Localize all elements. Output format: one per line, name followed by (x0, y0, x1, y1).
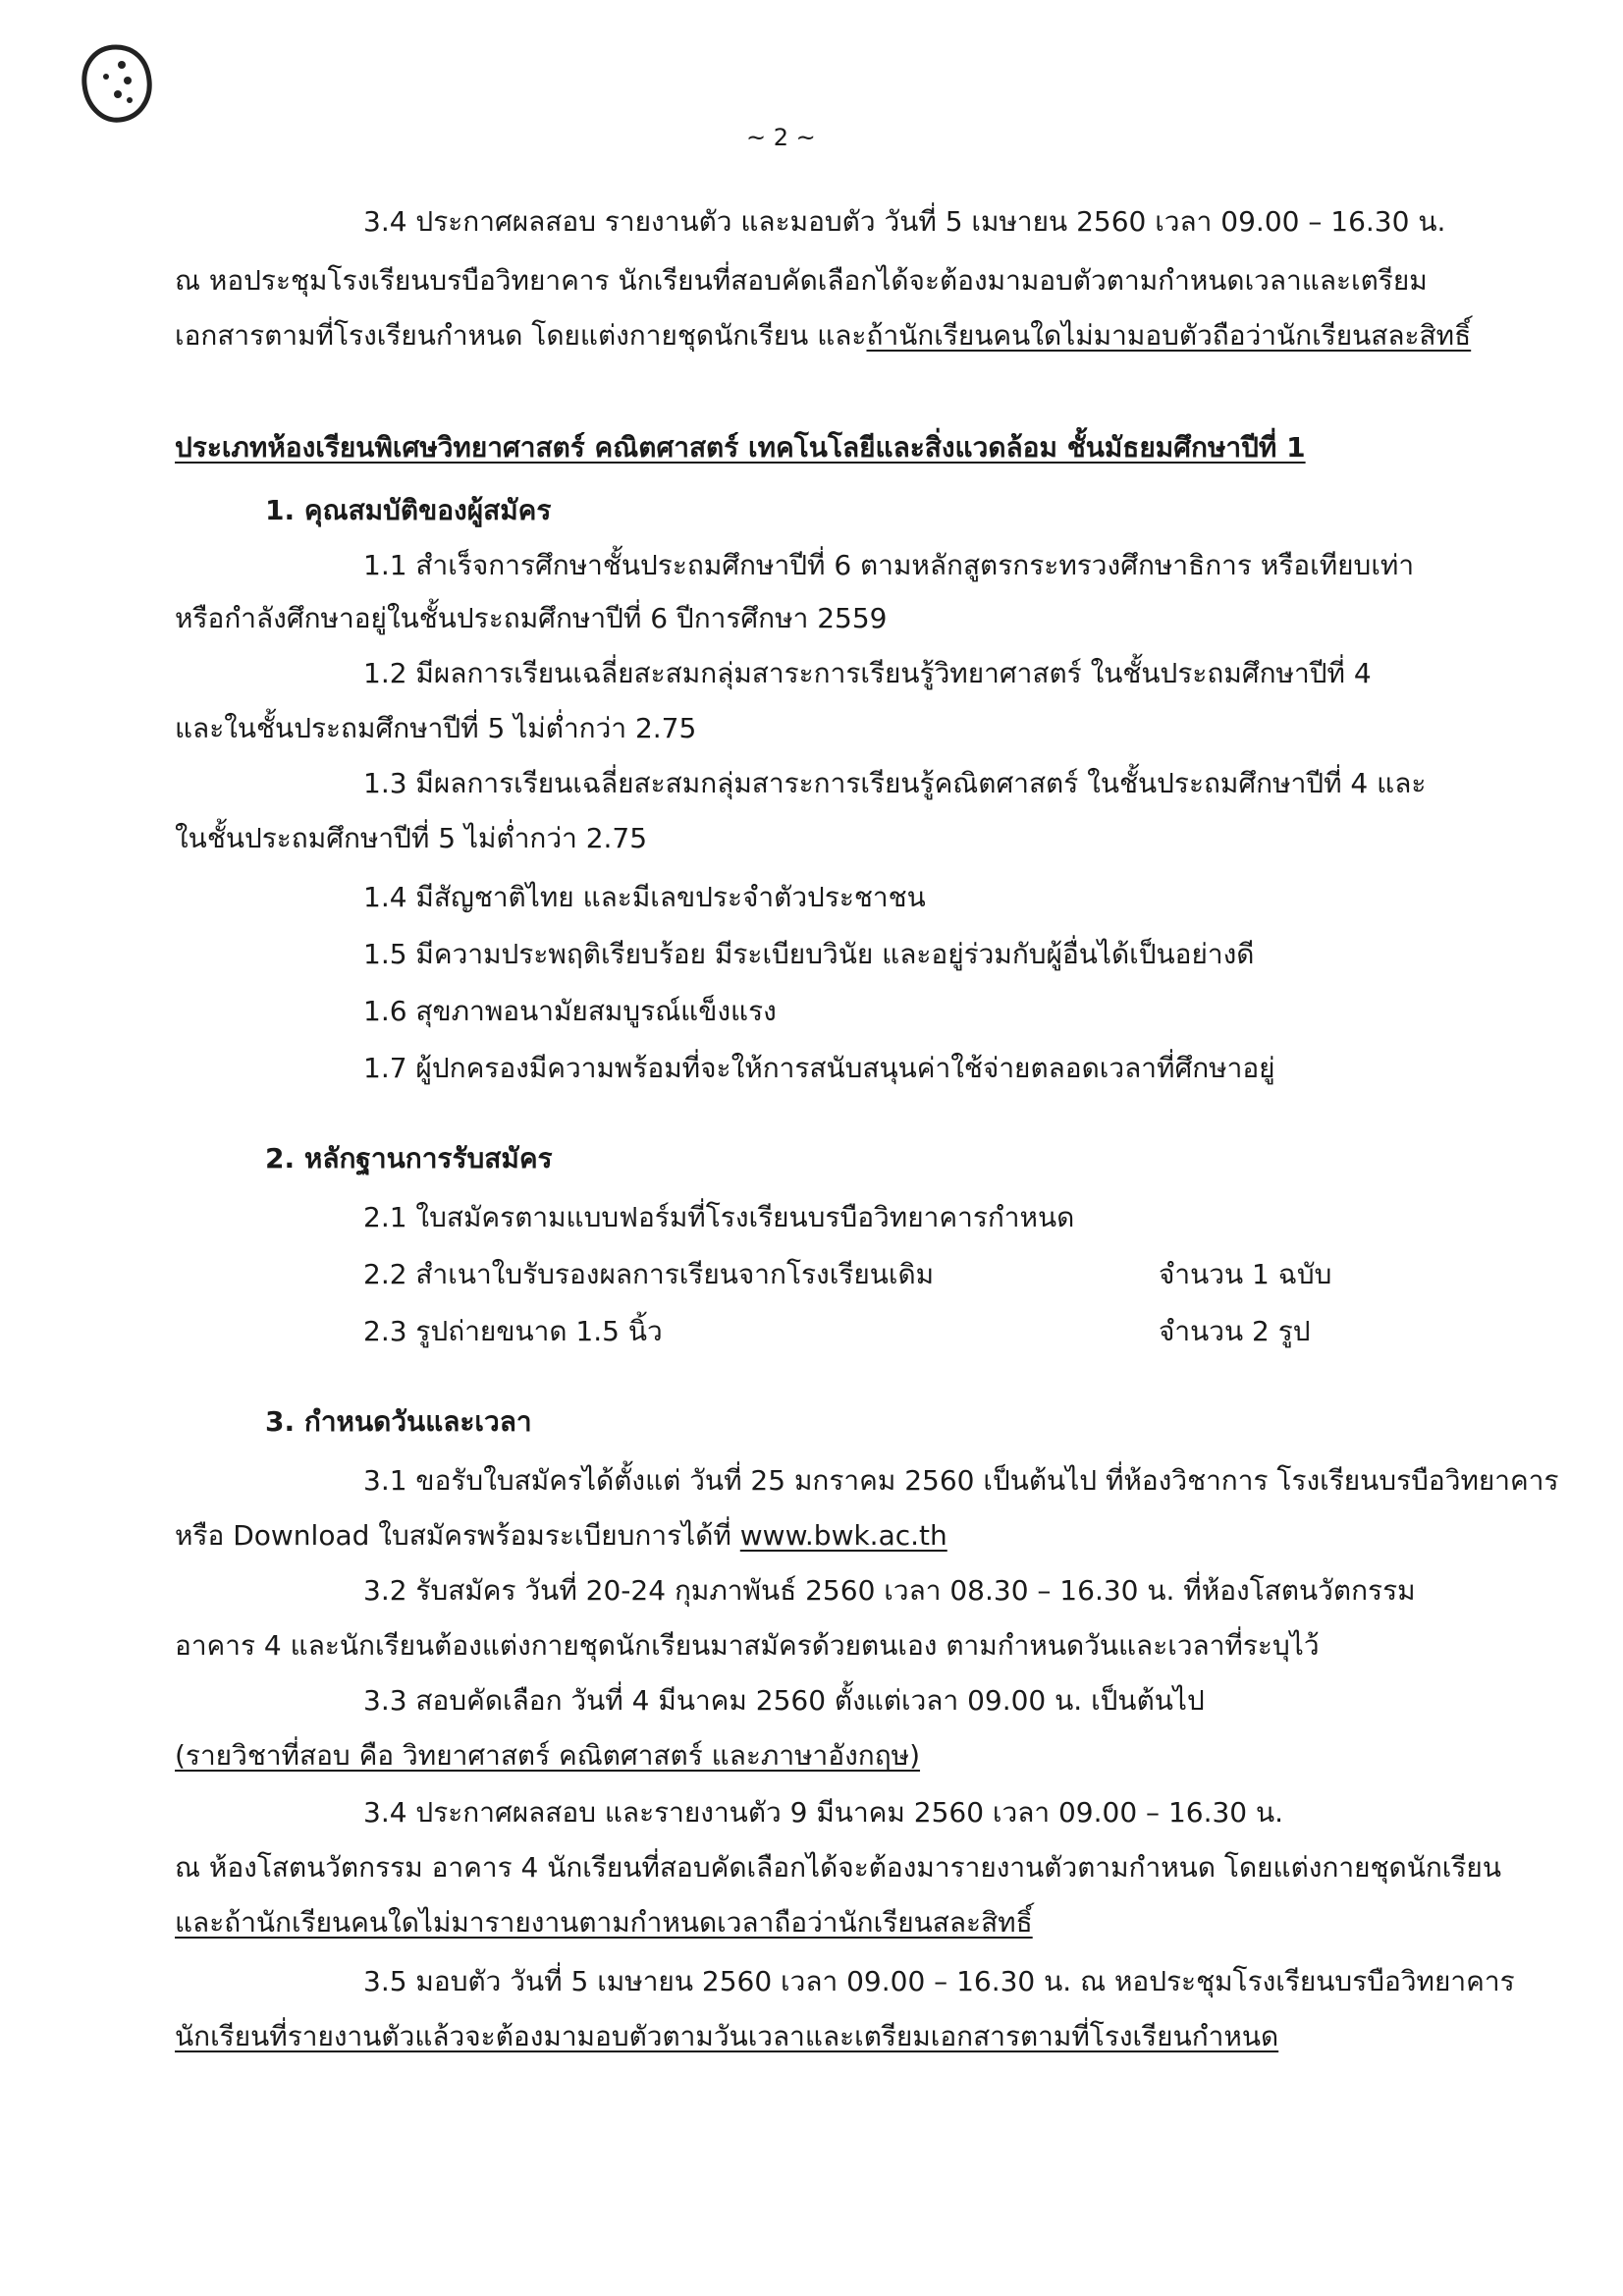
list-item: 1.7 ผู้ปกครองมีความพร้อมที่จะให้การสนับสนุนค่าใช้จ่ายตลอดเวลาที่ศึกษาอยู่ (363, 1052, 1275, 1084)
list-item: 1.4 มีสัญชาติไทย และมีเลขประจำตัวประชาชน (363, 881, 926, 913)
list-item: 1.1 สำเร็จการศึกษาชั้นประถมศึกษาปีที่ 6 ตามหลักสูตรกระทรวงศึกษาธิการ หรือเทียบเท่า (363, 549, 1415, 581)
list-item-cont: ในชั้นประถมศึกษาปีที่ 5 ไม่ต่ำกว่า 2.75 (175, 822, 648, 854)
subsection-title: 2. หลักฐานการรับสมัคร (265, 1142, 553, 1175)
list-item: 3.4 ประกาศผลสอบ และรายงานตัว 9 มีนาคม 2560 เวลา 09.00 – 16.30 น. (363, 1796, 1284, 1829)
list-item: 2.2 สำเนาใบรับรองผลการเรียนจากโรงเรียนเดิม (363, 1258, 935, 1290)
subsection-title: 3. กำหนดวันและเวลา (265, 1405, 532, 1438)
list-item: 1.3 มีผลการเรียนเฉลี่ยสะสมกลุ่มสาระการเรียนรู้คณิตศาสตร์ ในชั้นประถมศึกษาปีที่ 4 และ (363, 767, 1427, 799)
paragraph-text: เอกสารตามที่โรงเรียนกำหนด โดยแต่งกายชุดนักเรียน และ (175, 319, 867, 352)
list-item-cont: ณ ห้องโสตนวัตกรรม อาคาร 4 นักเรียนที่สอบคัดเลือกได้จะต้องมารายงานตัวตามกำหนด โดยแต่งกายชุดนักเรียน (175, 1851, 1501, 1884)
list-item-cont (175, 1516, 947, 1556)
enrollment-note: นักเรียนที่รายงานตัวแล้วจะต้องมามอบตัวตามวันเวลาและเตรียมเอกสารตามที่โรงเรียนกำหนด (175, 2020, 1279, 2052)
section-heading: ประเภทห้องเรียนพิเศษวิทยาศาสตร์ คณิตศาสตร์ เทคโนโลยีและสิ่งแวดล้อม ชั้นมัธยมศึกษาปีที่ 1 (175, 431, 1306, 464)
page-number: ~ 2 ~ (746, 124, 816, 151)
list-item: 1.6 สุขภาพอนามัยสมบูรณ์แข็งแรง (363, 995, 777, 1027)
list-item-cont: และในชั้นประถมศึกษาปีที่ 5 ไม่ต่ำกว่า 2.75 (175, 712, 697, 744)
list-item: 2.1 ใบสมัครตามแบบฟอร์มที่โรงเรียนบรบือวิทยาคารกำหนด (363, 1201, 1075, 1233)
list-item: 3.2 รับสมัคร วันที่ 20-24 กุมภาพันธ์ 2560 เวลา 08.30 – 16.30 น. ที่ห้องโสตนวัตกรรม (363, 1574, 1416, 1607)
forfeit-note: ถ้านักเรียนคนใดไม่มามอบตัวถือว่านักเรียนสละสิทธิ์ (866, 319, 1472, 352)
subsection-title: 1. คุณสมบัติของผู้สมัคร (265, 494, 552, 526)
list-item-text: หรือ Download ใบสมัครพร้อมระเบียบการได้ที่ (175, 1519, 740, 1552)
paragraph-line: 3.4 ประกาศผลสอบ รายงานตัว และมอบตัว วันที่ 5 เมษายน 2560 เวลา 09.00 – 16.30 น. (363, 205, 1446, 238)
punch-hole-mark-icon (77, 41, 157, 128)
list-item: 1.2 มีผลการเรียนเฉลี่ยสะสมกลุ่มสาระการเรียนรู้วิทยาศาสตร์ ในชั้นประถมศึกษาปีที่ 4 (363, 657, 1372, 689)
forfeit-note: และถ้านักเรียนคนใดไม่มารายงานตามกำหนดเวลาถือว่านักเรียนสละสิทธิ์ (175, 1906, 1033, 1939)
item-amount: จำนวน 1 ฉบับ (1159, 1258, 1332, 1290)
list-item-cont: อาคาร 4 และนักเรียนต้องแต่งกายชุดนักเรียนมาสมัครด้วยตนเอง ตามกำหนดวันและเวลาที่ระบุไว้ (175, 1629, 1320, 1662)
list-item-cont: หรือกำลังศึกษาอยู่ในชั้นประถมศึกษาปีที่ 6 ปีการศึกษา 2559 (175, 602, 888, 634)
list-item: 1.5 มีความประพฤติเรียบร้อย มีระเบียบวินัย และอยู่ร่วมกับผู้อื่นได้เป็นอย่างดี (363, 938, 1255, 970)
item-amount: จำนวน 2 รูป (1159, 1315, 1311, 1347)
paragraph-line: ณ หอประชุมโรงเรียนบรบือวิทยาคาร นักเรียนที่สอบคัดเลือกได้จะต้องมามอบตัวตามกำหนดเวลาและเตรียม (175, 264, 1428, 297)
exam-subjects-note: (รายวิชาที่สอบ คือ วิทยาศาสตร์ คณิตศาสตร์ และภาษาอังกฤษ) (175, 1739, 921, 1772)
list-item: 3.5 มอบตัว วันที่ 5 เมษายน 2560 เวลา 09.00 – 16.30 น. ณ หอประชุมโรงเรียนบรบือวิทยาคาร (363, 1965, 1515, 1997)
list-item: 3.3 สอบคัดเลือก วันที่ 4 มีนาคม 2560 ตั้งแต่เวลา 09.00 น. เป็นต้นไป (363, 1684, 1205, 1717)
website-link[interactable]: www.bwk.ac.th (739, 1519, 947, 1552)
list-item: 2.3 รูปถ่ายขนาด 1.5 นิ้ว (363, 1315, 663, 1347)
paragraph-line (175, 316, 1471, 355)
list-item: 3.1 ขอรับใบสมัครได้ตั้งแต่ วันที่ 25 มกราคม 2560 เป็นต้นไป ที่ห้องวิชาการ โรงเรียนบรบือวิทยาคาร (363, 1464, 1559, 1497)
